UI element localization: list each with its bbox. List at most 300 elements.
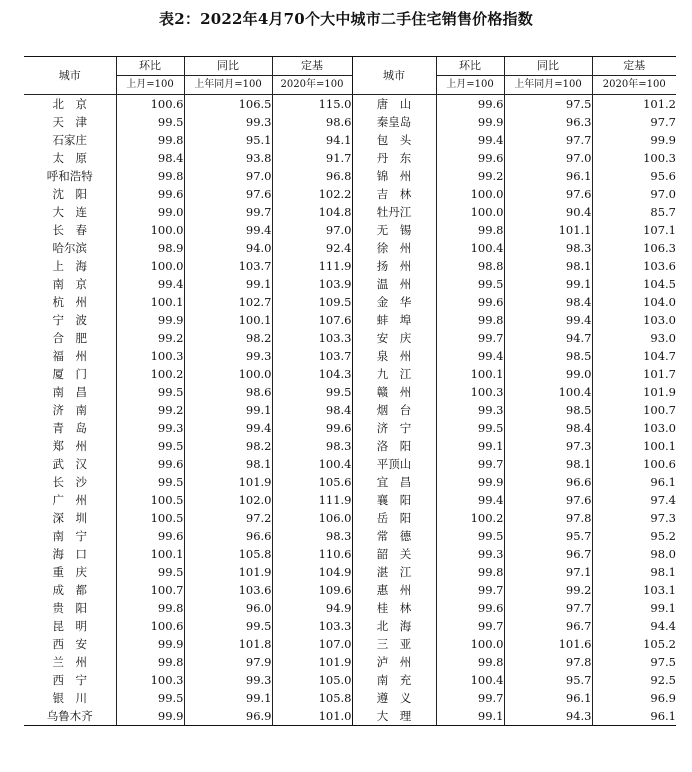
right-yoy-cell: 97.0: [504, 149, 592, 167]
right-city-cell: 泉 州: [352, 347, 436, 365]
right-mom-cell: 99.8: [436, 311, 504, 329]
right-base-cell: 99.9: [592, 131, 676, 149]
right-city-cell: 常 德: [352, 527, 436, 545]
left-city-cell: 银 川: [52, 691, 87, 705]
left-city-cell: 呼和浩特: [46, 169, 93, 183]
left-base-cell: 98.3: [272, 527, 352, 545]
left-base-cell: 104.3: [272, 365, 352, 383]
subheader-mom-right: 上月=100: [436, 76, 504, 95]
left-base-cell: 91.7: [272, 149, 352, 167]
right-city-cell: 宜 昌: [352, 473, 436, 491]
left-mom-cell: 99.5: [116, 437, 184, 455]
right-yoy-cell: 99.0: [504, 365, 592, 383]
left-yoy-cell: 101.9: [184, 473, 272, 491]
right-city-cell: 牡丹江: [352, 203, 436, 221]
right-yoy-cell: 97.3: [504, 437, 592, 455]
header-yoy-left: 同比: [184, 57, 272, 76]
left-base-cell: 98.4: [272, 401, 352, 419]
left-city-cell: 福 州: [52, 349, 87, 363]
right-yoy-cell: 100.4: [504, 383, 592, 401]
right-mom-cell: 100.0: [436, 635, 504, 653]
right-base-cell: 97.7: [592, 113, 676, 131]
left-base-cell: 115.0: [272, 95, 352, 114]
right-city-cell: 湛 江: [352, 563, 436, 581]
table-row: [24, 329, 676, 347]
left-city-cell: 西 安: [52, 637, 87, 651]
right-city-cell: 唐 山: [352, 95, 436, 114]
table-row: [24, 239, 676, 257]
right-mom-cell: 99.7: [436, 581, 504, 599]
right-yoy-cell: 101.1: [504, 221, 592, 239]
right-base-cell: 104.5: [592, 275, 676, 293]
right-mom-cell: 99.4: [436, 491, 504, 509]
left-base-cell: 105.8: [272, 689, 352, 707]
left-yoy-cell: 99.5: [184, 617, 272, 635]
left-mom-cell: 100.0: [116, 257, 184, 275]
left-base-cell: 110.6: [272, 545, 352, 563]
left-yoy-cell: 95.1: [184, 131, 272, 149]
right-base-cell: 103.6: [592, 257, 676, 275]
right-city-cell: 平顶山: [352, 455, 436, 473]
right-city-cell: 洛 阳: [352, 437, 436, 455]
left-mom-cell: 99.2: [116, 329, 184, 347]
right-base-cell: 96.9: [592, 689, 676, 707]
right-yoy-cell: 99.1: [504, 275, 592, 293]
right-city-cell: 大 理: [352, 707, 436, 726]
left-mom-cell: 99.5: [116, 113, 184, 131]
left-mom-cell: 99.8: [116, 131, 184, 149]
right-yoy-cell: 90.4: [504, 203, 592, 221]
table-row: [24, 617, 676, 635]
left-base-cell: 109.6: [272, 581, 352, 599]
right-mom-cell: 99.8: [436, 653, 504, 671]
right-city-cell: 济 宁: [352, 419, 436, 437]
right-city-cell: 安 庆: [352, 329, 436, 347]
right-city-cell: 三 亚: [352, 635, 436, 653]
left-mom-cell: 99.8: [116, 167, 184, 185]
left-mom-cell: 99.3: [116, 419, 184, 437]
table-row: [24, 131, 676, 149]
right-city-cell: 吉 林: [352, 185, 436, 203]
left-yoy-cell: 99.1: [184, 401, 272, 419]
table-row: [24, 563, 676, 581]
right-base-cell: 95.2: [592, 527, 676, 545]
left-city-cell: 广 州: [52, 493, 87, 507]
right-base-cell: 97.0: [592, 185, 676, 203]
right-mom-cell: 100.0: [436, 203, 504, 221]
right-yoy-cell: 96.1: [504, 689, 592, 707]
left-mom-cell: 100.1: [116, 545, 184, 563]
right-city-cell: 岳 阳: [352, 509, 436, 527]
right-yoy-cell: 94.7: [504, 329, 592, 347]
left-mom-cell: 99.5: [116, 383, 184, 401]
left-yoy-cell: 97.2: [184, 509, 272, 527]
right-base-cell: 93.0: [592, 329, 676, 347]
left-city-cell: 北 京: [52, 97, 87, 111]
right-mom-cell: 99.9: [436, 113, 504, 131]
table-row: [24, 455, 676, 473]
right-yoy-cell: 96.3: [504, 113, 592, 131]
table-row: [24, 257, 676, 275]
left-city-cell: 武 汉: [52, 457, 87, 471]
left-city-cell: 南 宁: [52, 529, 87, 543]
right-yoy-cell: 96.7: [504, 545, 592, 563]
left-city-cell: 厦 门: [52, 367, 87, 381]
right-yoy-cell: 98.4: [504, 293, 592, 311]
left-yoy-cell: 100.1: [184, 311, 272, 329]
left-yoy-cell: 97.0: [184, 167, 272, 185]
right-yoy-cell: 97.1: [504, 563, 592, 581]
left-yoy-cell: 99.7: [184, 203, 272, 221]
right-base-cell: 94.4: [592, 617, 676, 635]
left-mom-cell: 100.5: [116, 509, 184, 527]
left-mom-cell: 99.9: [116, 707, 184, 726]
table-row: [24, 635, 676, 653]
right-city-cell: 金 华: [352, 293, 436, 311]
right-mom-cell: 99.5: [436, 527, 504, 545]
right-base-cell: 100.3: [592, 149, 676, 167]
right-mom-cell: 99.7: [436, 455, 504, 473]
left-base-cell: 103.7: [272, 347, 352, 365]
left-yoy-cell: 102.0: [184, 491, 272, 509]
right-city-cell: 韶 关: [352, 545, 436, 563]
left-yoy-cell: 96.0: [184, 599, 272, 617]
left-base-cell: 105.0: [272, 671, 352, 689]
left-base-cell: 98.6: [272, 113, 352, 131]
right-mom-cell: 99.1: [436, 707, 504, 726]
right-city-cell: 包 头: [352, 131, 436, 149]
right-base-cell: 104.7: [592, 347, 676, 365]
table-row: [24, 149, 676, 167]
left-yoy-cell: 98.6: [184, 383, 272, 401]
left-mom-cell: 99.0: [116, 203, 184, 221]
left-base-cell: 107.6: [272, 311, 352, 329]
right-city-cell: 泸 州: [352, 653, 436, 671]
left-mom-cell: 99.5: [116, 563, 184, 581]
left-base-cell: 98.3: [272, 437, 352, 455]
left-city-cell: 哈尔滨: [52, 241, 87, 255]
right-mom-cell: 99.9: [436, 473, 504, 491]
table-row: [24, 221, 676, 239]
table-row: [24, 347, 676, 365]
right-city-cell: 惠 州: [352, 581, 436, 599]
right-city-cell: 南 充: [352, 671, 436, 689]
right-base-cell: 99.1: [592, 599, 676, 617]
right-city-cell: 蚌 埠: [352, 311, 436, 329]
left-mom-cell: 99.2: [116, 401, 184, 419]
left-mom-cell: 100.3: [116, 671, 184, 689]
right-mom-cell: 99.6: [436, 293, 504, 311]
left-mom-cell: 98.4: [116, 149, 184, 167]
left-base-cell: 92.4: [272, 239, 352, 257]
right-city-cell: 锦 州: [352, 167, 436, 185]
left-city-cell: 重 庆: [52, 565, 87, 579]
table-row: [24, 95, 676, 114]
right-yoy-cell: 98.4: [504, 419, 592, 437]
header-mom-right: 环比: [436, 57, 504, 76]
right-mom-cell: 99.6: [436, 95, 504, 114]
left-mom-cell: 100.3: [116, 347, 184, 365]
right-mom-cell: 99.7: [436, 329, 504, 347]
right-base-cell: 97.5: [592, 653, 676, 671]
right-yoy-cell: 97.7: [504, 599, 592, 617]
left-yoy-cell: 99.3: [184, 113, 272, 131]
right-city-cell: 丹 东: [352, 149, 436, 167]
left-mom-cell: 99.6: [116, 185, 184, 203]
right-mom-cell: 99.3: [436, 401, 504, 419]
right-city-cell: 襄 阳: [352, 491, 436, 509]
left-base-cell: 109.5: [272, 293, 352, 311]
left-base-cell: 101.9: [272, 653, 352, 671]
left-base-cell: 106.0: [272, 509, 352, 527]
left-yoy-cell: 93.8: [184, 149, 272, 167]
subheader-yoy-left: 上年同月=100: [184, 76, 272, 95]
right-yoy-cell: 95.7: [504, 527, 592, 545]
right-mom-cell: 100.4: [436, 671, 504, 689]
right-city-cell: 徐 州: [352, 239, 436, 257]
right-base-cell: 96.1: [592, 473, 676, 491]
right-mom-cell: 100.3: [436, 383, 504, 401]
subheader-yoy-right: 上年同月=100: [504, 76, 592, 95]
left-base-cell: 104.9: [272, 563, 352, 581]
table-row: [24, 383, 676, 401]
left-mom-cell: 99.8: [116, 653, 184, 671]
right-yoy-cell: 99.2: [504, 581, 592, 599]
right-mom-cell: 99.8: [436, 221, 504, 239]
right-mom-cell: 99.2: [436, 167, 504, 185]
table-row: [24, 275, 676, 293]
right-city-cell: 遵 义: [352, 689, 436, 707]
right-base-cell: 95.6: [592, 167, 676, 185]
right-base-cell: 103.0: [592, 311, 676, 329]
left-base-cell: 111.9: [272, 491, 352, 509]
table-row: [24, 671, 676, 689]
header-mom-left: 环比: [116, 57, 184, 76]
right-yoy-cell: 99.4: [504, 311, 592, 329]
left-mom-cell: 99.6: [116, 455, 184, 473]
right-mom-cell: 99.7: [436, 617, 504, 635]
left-city-cell: 南 京: [52, 277, 87, 291]
left-city-cell: 太 原: [52, 151, 87, 165]
right-base-cell: 103.1: [592, 581, 676, 599]
left-city-cell: 乌鲁木齐: [24, 707, 116, 726]
left-city-cell: 昆 明: [52, 619, 87, 633]
table-row: [24, 185, 676, 203]
table-row: [24, 293, 676, 311]
right-yoy-cell: 98.5: [504, 401, 592, 419]
left-mom-cell: 99.8: [116, 599, 184, 617]
left-yoy-cell: 101.9: [184, 563, 272, 581]
right-city-cell: 九 江: [352, 365, 436, 383]
right-base-cell: 106.3: [592, 239, 676, 257]
left-mom-cell: 100.5: [116, 491, 184, 509]
table-row: [24, 401, 676, 419]
left-city-cell: 南 昌: [52, 385, 87, 399]
left-city-cell: 杭 州: [52, 295, 87, 309]
left-mom-cell: 100.6: [116, 95, 184, 114]
header-city-left: 城市: [24, 57, 116, 95]
table-row: [24, 437, 676, 455]
left-yoy-cell: 99.1: [184, 689, 272, 707]
right-base-cell: 97.4: [592, 491, 676, 509]
table-row: [24, 113, 676, 131]
table-row: [24, 203, 676, 221]
left-base-cell: 111.9: [272, 257, 352, 275]
right-mom-cell: 100.2: [436, 509, 504, 527]
right-mom-cell: 99.7: [436, 689, 504, 707]
right-base-cell: 104.0: [592, 293, 676, 311]
right-mom-cell: 99.5: [436, 419, 504, 437]
right-base-cell: 103.0: [592, 419, 676, 437]
left-yoy-cell: 103.7: [184, 257, 272, 275]
left-base-cell: 97.0: [272, 221, 352, 239]
left-city-cell: 贵 阳: [52, 601, 87, 615]
left-yoy-cell: 99.4: [184, 221, 272, 239]
left-base-cell: 96.8: [272, 167, 352, 185]
left-mom-cell: 100.2: [116, 365, 184, 383]
subheader-base-right: 2020年=100: [592, 76, 676, 95]
left-mom-cell: 100.6: [116, 617, 184, 635]
table-row: [24, 311, 676, 329]
left-yoy-cell: 102.7: [184, 293, 272, 311]
left-mom-cell: 100.0: [116, 221, 184, 239]
right-base-cell: 101.9: [592, 383, 676, 401]
left-yoy-cell: 99.1: [184, 275, 272, 293]
right-yoy-cell: 97.6: [504, 185, 592, 203]
left-city-cell: 长 沙: [52, 475, 87, 489]
left-yoy-cell: 99.3: [184, 671, 272, 689]
left-yoy-cell: 103.6: [184, 581, 272, 599]
left-yoy-cell: 96.9: [184, 707, 272, 726]
right-base-cell: 100.7: [592, 401, 676, 419]
right-mom-cell: 99.1: [436, 437, 504, 455]
right-city-cell: 扬 州: [352, 257, 436, 275]
left-base-cell: 104.8: [272, 203, 352, 221]
left-yoy-cell: 98.2: [184, 329, 272, 347]
right-mom-cell: 99.6: [436, 599, 504, 617]
right-yoy-cell: 96.7: [504, 617, 592, 635]
left-yoy-cell: 99.4: [184, 419, 272, 437]
left-city-cell: 长 春: [52, 223, 87, 237]
right-city-cell: 烟 台: [352, 401, 436, 419]
right-mom-cell: 99.4: [436, 347, 504, 365]
left-yoy-cell: 96.6: [184, 527, 272, 545]
right-yoy-cell: 97.8: [504, 509, 592, 527]
right-base-cell: 98.1: [592, 563, 676, 581]
left-yoy-cell: 106.5: [184, 95, 272, 114]
left-yoy-cell: 98.2: [184, 437, 272, 455]
left-city-cell: 西 宁: [52, 673, 87, 687]
left-yoy-cell: 99.3: [184, 347, 272, 365]
left-yoy-cell: 105.8: [184, 545, 272, 563]
left-city-cell: 合 肥: [52, 331, 87, 345]
right-yoy-cell: 96.6: [504, 473, 592, 491]
left-mom-cell: 99.9: [116, 635, 184, 653]
right-mom-cell: 99.3: [436, 545, 504, 563]
right-mom-cell: 99.4: [436, 131, 504, 149]
right-city-cell: 无 锡: [352, 221, 436, 239]
right-base-cell: 105.2: [592, 635, 676, 653]
table-row: [24, 653, 676, 671]
right-yoy-cell: 97.5: [504, 95, 592, 114]
left-mom-cell: 99.5: [116, 689, 184, 707]
subheader-mom-left: 上月=100: [116, 76, 184, 95]
left-city-cell: 天 津: [52, 115, 87, 129]
left-base-cell: 102.2: [272, 185, 352, 203]
left-base-cell: 100.4: [272, 455, 352, 473]
left-city-cell: 宁 波: [52, 313, 87, 327]
header-yoy-right: 同比: [504, 57, 592, 76]
table-row: [24, 491, 676, 509]
left-base-cell: 103.3: [272, 617, 352, 635]
left-city-cell: 石家庄: [52, 133, 87, 147]
subheader-base-left: 2020年=100: [272, 76, 352, 95]
right-mom-cell: 100.4: [436, 239, 504, 257]
left-mom-cell: 99.6: [116, 527, 184, 545]
table-row: [24, 707, 676, 726]
left-mom-cell: 100.7: [116, 581, 184, 599]
table-row: [24, 581, 676, 599]
left-city-cell: 青 岛: [52, 421, 87, 435]
left-city-cell: 成 都: [52, 583, 87, 597]
left-base-cell: 94.9: [272, 599, 352, 617]
left-city-cell: 郑 州: [52, 439, 87, 453]
right-base-cell: 101.2: [592, 95, 676, 114]
left-mom-cell: 99.4: [116, 275, 184, 293]
table-row: [24, 527, 676, 545]
left-mom-cell: 100.1: [116, 293, 184, 311]
left-base-cell: 94.1: [272, 131, 352, 149]
right-city-cell: 秦皇岛: [352, 113, 436, 131]
right-mom-cell: 99.8: [436, 563, 504, 581]
right-base-cell: 85.7: [592, 203, 676, 221]
right-yoy-cell: 95.7: [504, 671, 592, 689]
left-base-cell: 107.0: [272, 635, 352, 653]
left-city-cell: 深 圳: [52, 511, 87, 525]
left-mom-cell: 99.9: [116, 311, 184, 329]
left-yoy-cell: 97.9: [184, 653, 272, 671]
table-row: [24, 689, 676, 707]
right-mom-cell: 99.5: [436, 275, 504, 293]
right-city-cell: 桂 林: [352, 599, 436, 617]
table-row: [24, 167, 676, 185]
right-mom-cell: 100.1: [436, 365, 504, 383]
right-city-cell: 赣 州: [352, 383, 436, 401]
right-base-cell: 98.0: [592, 545, 676, 563]
header-city-right: 城市: [352, 57, 436, 95]
left-base-cell: 103.9: [272, 275, 352, 293]
right-yoy-cell: 97.8: [504, 653, 592, 671]
table-title: 表2：2022年4月70个大中城市二手住宅销售价格指数: [159, 10, 533, 28]
right-base-cell: 96.1: [592, 707, 676, 726]
right-yoy-cell: 101.6: [504, 635, 592, 653]
table-row: [24, 545, 676, 563]
left-city-cell: 沈 阳: [52, 187, 87, 201]
left-city-cell: 海 口: [52, 547, 87, 561]
table-row: [24, 473, 676, 491]
left-base-cell: 99.6: [272, 419, 352, 437]
right-base-cell: 97.3: [592, 509, 676, 527]
table-header: [24, 57, 676, 95]
right-yoy-cell: 98.3: [504, 239, 592, 257]
table-body: [24, 95, 676, 726]
right-yoy-cell: 94.3: [504, 707, 592, 726]
left-yoy-cell: 94.0: [184, 239, 272, 257]
header-base-left: 定基: [272, 57, 352, 76]
right-base-cell: 100.1: [592, 437, 676, 455]
header-base-right: 定基: [592, 57, 676, 76]
right-yoy-cell: 96.1: [504, 167, 592, 185]
